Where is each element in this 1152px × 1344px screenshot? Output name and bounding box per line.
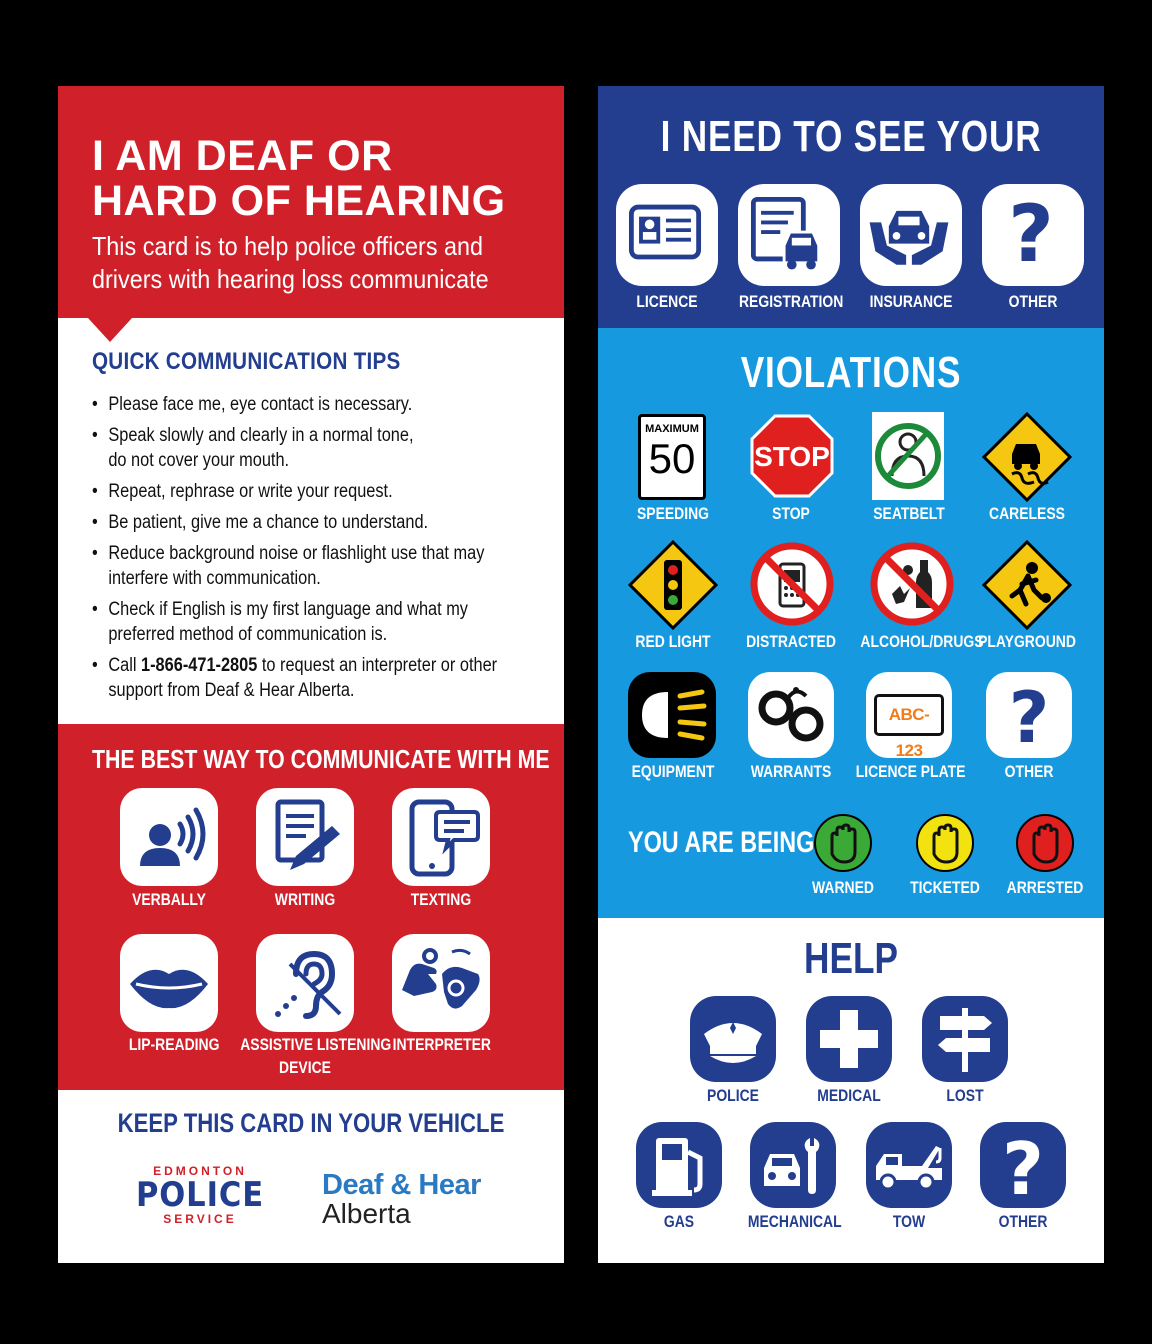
outcome-label: WARNED bbox=[812, 878, 874, 897]
tow-truck-icon bbox=[866, 1122, 952, 1208]
tip-text: Check if English is my first language and what my bbox=[108, 599, 468, 620]
method-label: INTERPRETER bbox=[392, 1035, 491, 1054]
tip-item bbox=[92, 423, 539, 473]
violation-label: SEATBELT bbox=[873, 504, 945, 523]
licence-card-icon bbox=[616, 184, 718, 286]
hearing-assist-ear-icon bbox=[256, 934, 354, 1032]
help-label: TOW bbox=[892, 1212, 926, 1231]
tip-text: preferred method of communication is. bbox=[108, 624, 388, 645]
question-mark-icon bbox=[982, 184, 1084, 286]
violation-label: SPEEDING bbox=[636, 504, 710, 523]
tip-item bbox=[92, 597, 539, 647]
stop-sign-text: STOP bbox=[754, 441, 830, 472]
edmonton-police-logo bbox=[120, 1164, 280, 1226]
svg-text:?: ? bbox=[1008, 187, 1054, 280]
svg-text:?: ? bbox=[1002, 1127, 1044, 1208]
no-alcohol-drugs-icon bbox=[870, 542, 954, 631]
outcome-label: ARRESTED bbox=[1006, 878, 1084, 897]
logo-text: Alberta bbox=[322, 1198, 411, 1229]
header-notch bbox=[88, 318, 132, 342]
method-label: WRITING bbox=[274, 890, 336, 909]
question-mark-icon bbox=[986, 672, 1072, 758]
tip-text: Repeat, rephrase or write your request. bbox=[108, 481, 393, 502]
tip-text: Reduce background noise or flashlight use that may bbox=[108, 543, 485, 564]
keep-card-title: KEEP THIS CARD IN YOUR VEHICLE bbox=[117, 1108, 505, 1138]
logo-text: SERVICE bbox=[163, 1212, 237, 1226]
medical-cross-icon bbox=[806, 996, 892, 1082]
outcome-label: TICKETED bbox=[910, 878, 980, 897]
violation-label: RED LIGHT bbox=[635, 632, 711, 651]
subtitle-line-2: drivers with hearing loss communicate bbox=[92, 264, 489, 294]
help-label: GAS bbox=[663, 1212, 695, 1231]
tip-item bbox=[92, 653, 539, 703]
help-label: MEDICAL bbox=[817, 1086, 881, 1105]
licence-plate-icon bbox=[866, 672, 952, 758]
title-line-1: I AM DEAF OR bbox=[92, 132, 393, 180]
method-label: DEVICE bbox=[279, 1058, 331, 1077]
method-label: TEXTING bbox=[410, 890, 472, 909]
tip-text: do not cover your mouth. bbox=[108, 450, 290, 471]
lips-icon bbox=[120, 934, 218, 1032]
help-title: HELP bbox=[804, 934, 898, 983]
logo-text: POLICE bbox=[135, 1175, 265, 1215]
left-card bbox=[58, 86, 564, 1263]
you-are-being-label: YOU ARE BEING bbox=[628, 826, 815, 859]
help-label: OTHER bbox=[998, 1212, 1048, 1231]
tip-item bbox=[92, 541, 539, 591]
tip-text: support from Deaf & Hear Alberta. bbox=[108, 680, 355, 701]
hands-car-icon bbox=[860, 184, 962, 286]
tip-text: Speak slowly and clearly in a normal tone, bbox=[108, 425, 414, 446]
police-cap-icon bbox=[690, 996, 776, 1082]
subtitle bbox=[92, 230, 542, 296]
green-hand-icon bbox=[814, 814, 872, 872]
right-card bbox=[598, 86, 1104, 1263]
tip-text: to request an interpreter or other bbox=[257, 655, 498, 676]
violations-title: VIOLATIONS bbox=[740, 348, 962, 397]
subtitle-line-1: This card is to help police officers and bbox=[92, 231, 484, 261]
help-label: POLICE bbox=[707, 1086, 759, 1105]
violation-label: CARELESS bbox=[989, 504, 1065, 523]
logo-text: EDMONTON bbox=[153, 1164, 247, 1178]
method-label: ASSISTIVE LISTENING bbox=[240, 1035, 392, 1054]
tip-item bbox=[92, 479, 539, 504]
tips-list bbox=[92, 392, 539, 709]
best-way-title: THE BEST WAY TO COMMUNICATE WITH ME bbox=[92, 744, 550, 774]
registration-document-car-icon bbox=[738, 184, 840, 286]
car-wrench-icon bbox=[750, 1122, 836, 1208]
method-label: VERBALLY bbox=[132, 890, 206, 909]
left-header bbox=[58, 86, 564, 318]
documents-section bbox=[598, 86, 1104, 328]
gas-pump-icon bbox=[636, 1122, 722, 1208]
svg-text:?: ? bbox=[1008, 677, 1050, 758]
tips-title: QUICK COMMUNICATION TIPS bbox=[92, 348, 401, 375]
slippery-car-sign-icon bbox=[982, 412, 1072, 507]
tip-text: Be patient, give me a chance to understand. bbox=[108, 512, 429, 533]
document-label: OTHER bbox=[1008, 292, 1058, 311]
violations-section bbox=[598, 328, 1104, 918]
tip-item bbox=[92, 510, 539, 535]
tip-text: Please face me, eye contact is necessary. bbox=[108, 394, 413, 415]
speed-sign-top: MAXIMUM bbox=[645, 423, 699, 435]
title-line-2: HARD OF HEARING bbox=[92, 177, 506, 225]
tip-item bbox=[92, 392, 539, 417]
violation-label: LICENCE PLATE bbox=[855, 762, 966, 781]
logo-text: Deaf & Hear bbox=[322, 1169, 481, 1201]
traffic-light-sign-icon bbox=[628, 540, 718, 635]
violation-label: PLAYGROUND bbox=[978, 632, 1076, 651]
violation-label: STOP bbox=[772, 504, 810, 523]
question-mark-icon bbox=[980, 1122, 1066, 1208]
no-phone-icon bbox=[750, 542, 834, 631]
method-label: LIP-READING bbox=[128, 1035, 220, 1054]
deaf-hear-alberta-logo bbox=[322, 1170, 481, 1228]
handcuffs-icon bbox=[748, 672, 834, 758]
sign-language-hands-icon bbox=[392, 934, 490, 1032]
page-title bbox=[92, 134, 552, 224]
yellow-hand-icon bbox=[916, 814, 974, 872]
speaking-person-icon bbox=[120, 788, 218, 886]
red-hand-icon bbox=[1016, 814, 1074, 872]
document-label: REGISTRATION bbox=[738, 292, 844, 311]
help-label: LOST bbox=[946, 1086, 984, 1105]
headlight-icon bbox=[628, 672, 716, 758]
plate-text: ABC-123 bbox=[874, 694, 944, 736]
writing-paper-pencil-icon bbox=[256, 788, 354, 886]
signpost-icon bbox=[922, 996, 1008, 1082]
violation-label: OTHER bbox=[1004, 762, 1054, 781]
best-way-section bbox=[58, 724, 564, 1090]
violation-label: EQUIPMENT bbox=[631, 762, 715, 781]
stop-sign-icon bbox=[750, 414, 834, 503]
phone-message-icon bbox=[392, 788, 490, 886]
violation-label: DISTRACTED bbox=[746, 632, 836, 651]
tip-text: interfere with communication. bbox=[108, 568, 321, 589]
document-label: LICENCE bbox=[636, 292, 698, 311]
seatbelt-sign-icon bbox=[872, 412, 944, 500]
help-label: MECHANICAL bbox=[747, 1212, 842, 1231]
playground-sign-icon bbox=[982, 540, 1072, 635]
speed-sign-value: 50 bbox=[648, 435, 696, 482]
violation-label: WARRANTS bbox=[750, 762, 832, 781]
violation-label: ALCOHOL/DRUGS bbox=[860, 632, 984, 651]
see-title: I NEED TO SEE YOUR bbox=[660, 112, 1042, 161]
phone-number[interactable]: 1-866-471-2805 bbox=[141, 655, 258, 676]
tip-text: Call bbox=[108, 655, 142, 676]
document-label: INSURANCE bbox=[869, 292, 953, 311]
speed-limit-sign-icon bbox=[638, 414, 706, 500]
